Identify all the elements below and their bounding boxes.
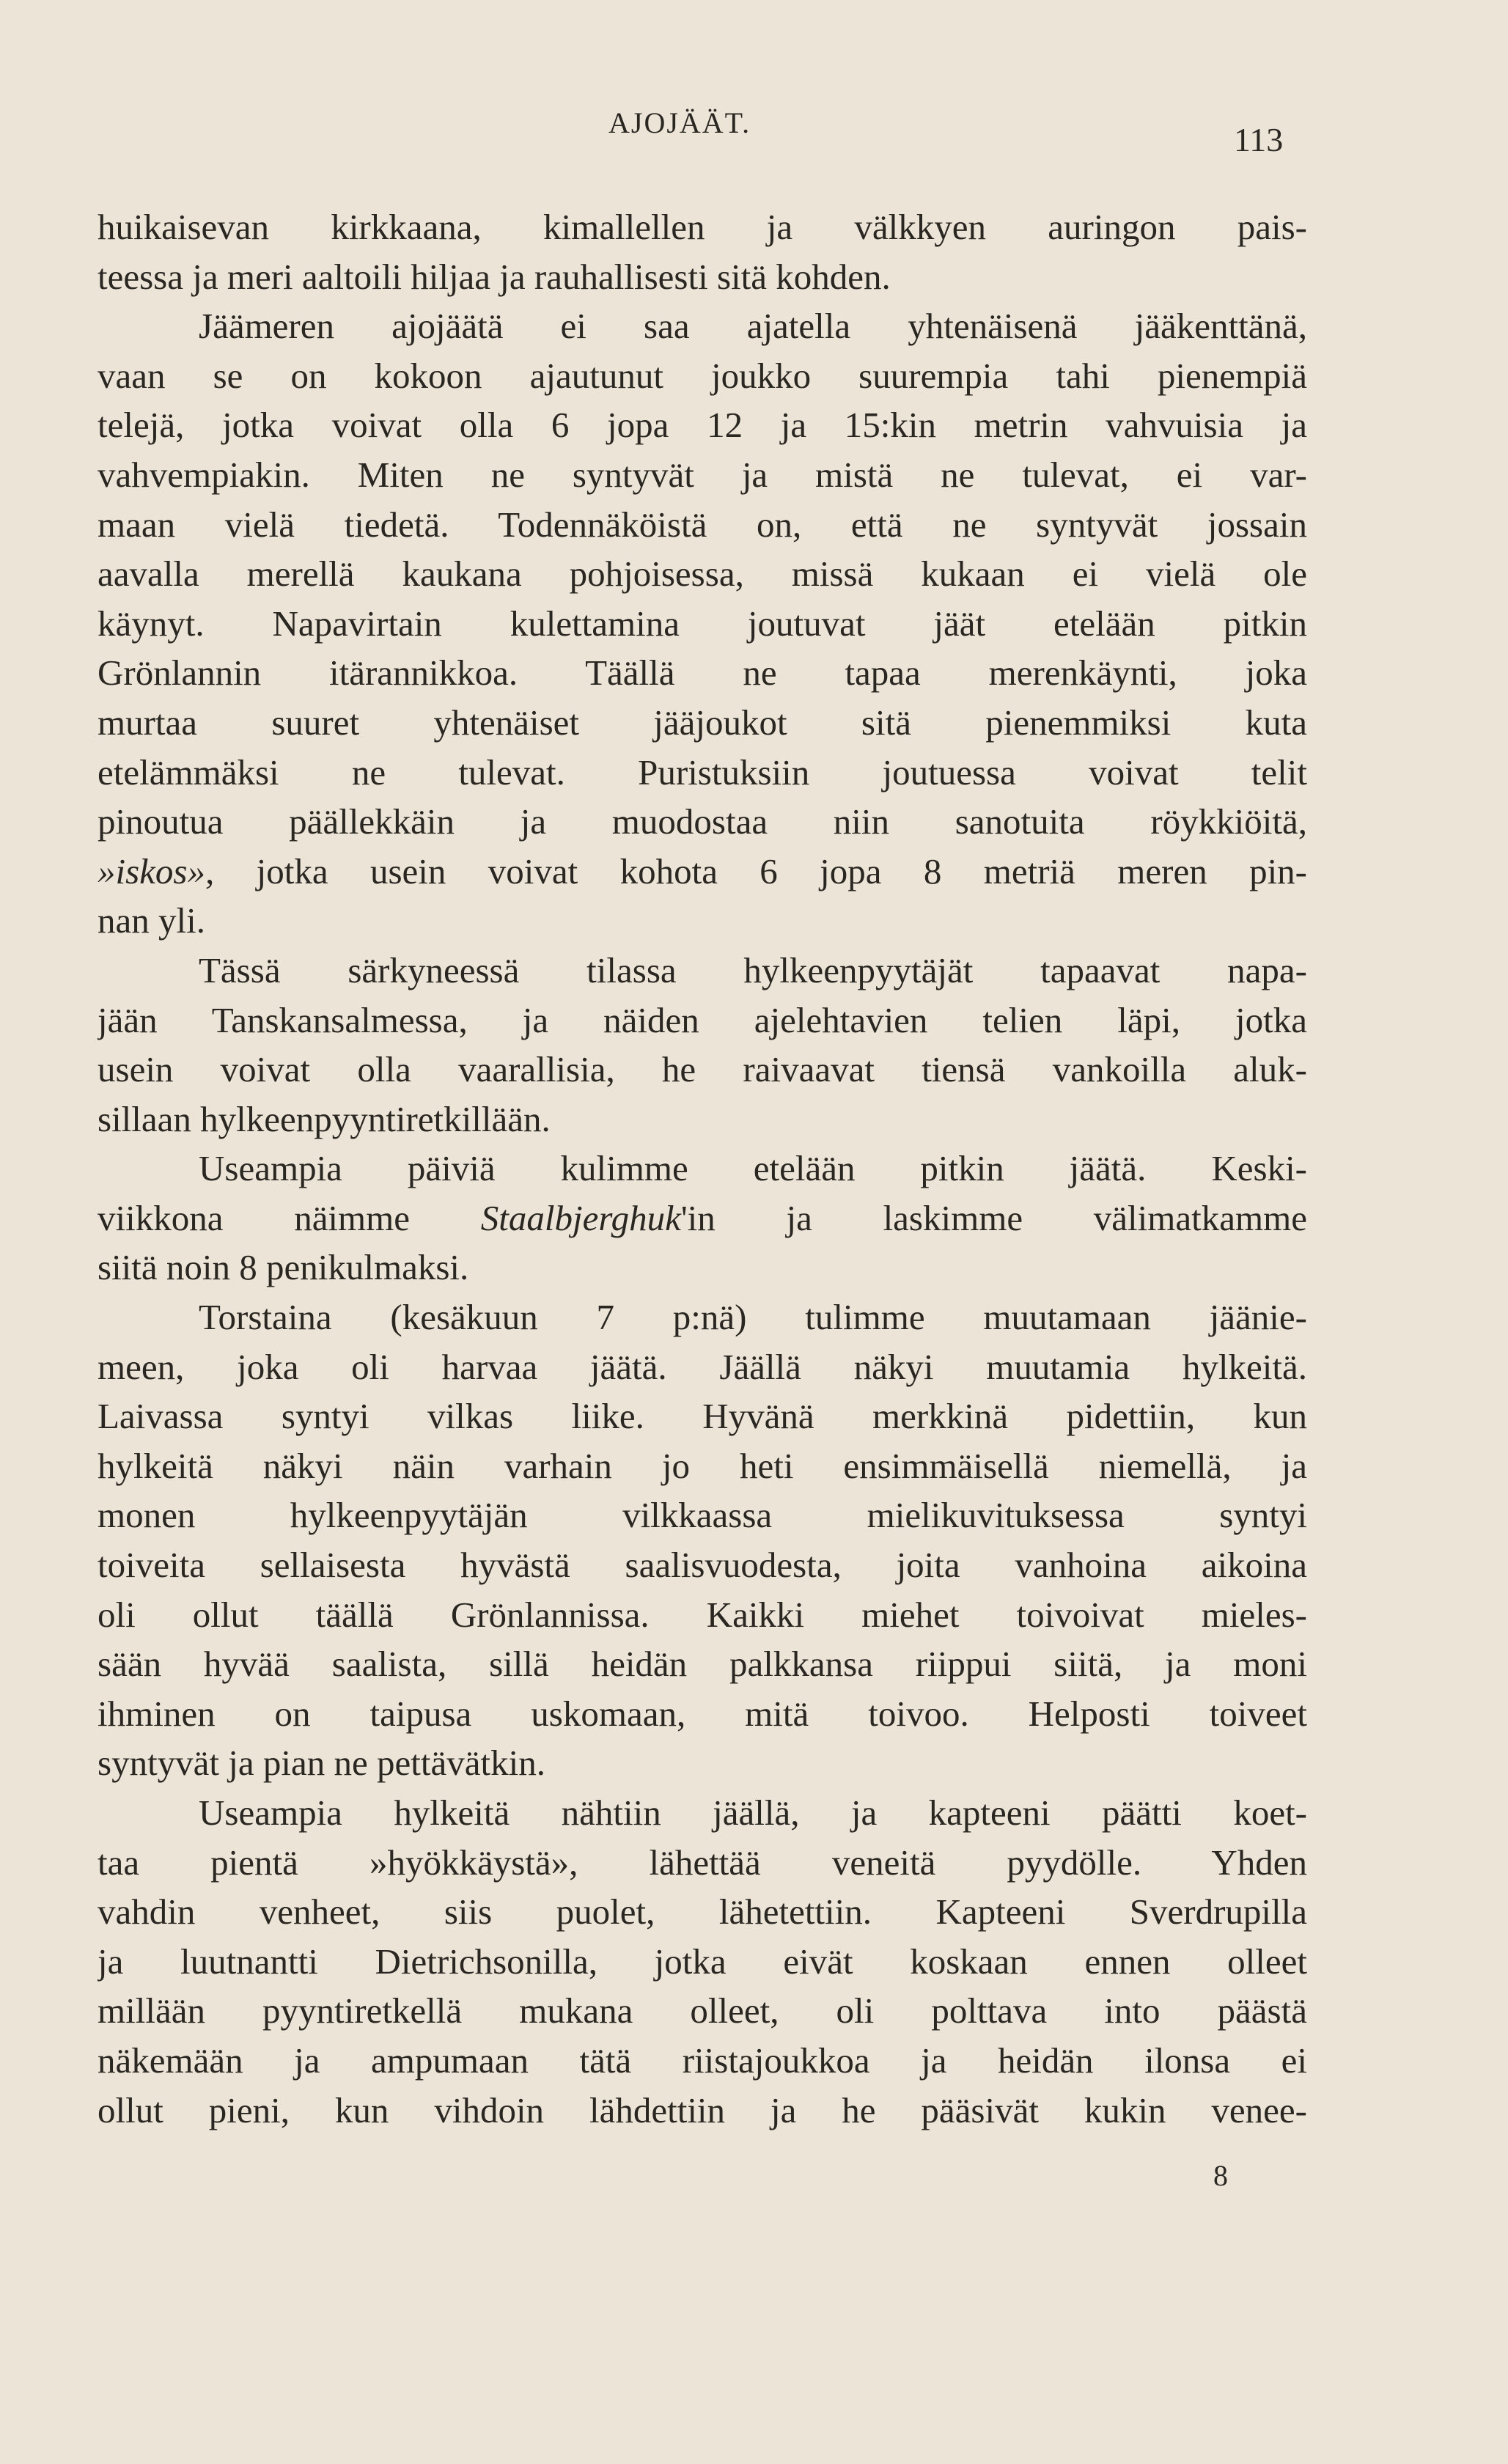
text-line-13: pinoutua päällekkäin ja muodostaa niin sanotuita röykkiöitä, (98, 801, 1307, 842)
text-line-15: nan yli. (98, 900, 205, 941)
text-line-4: vaan se on kokoon ajautunut joukko suurempia tahi pienempiä (98, 355, 1307, 396)
text-line-8: aavalla merellä kaukana pohjoisessa, missä kukaan ei vielä ole (98, 554, 1307, 595)
text-line-34: taa pientä »hyökkäystä», lähettää veneitä pyydölle. Yhden (98, 1842, 1307, 1883)
text-line-24: meen, joka oli harvaa jäätä. Jäällä näkyi muutamia hylkeitä. (98, 1346, 1307, 1387)
italic-word-iskos: »iskos», (98, 850, 215, 891)
text-line-29: oli ollut täällä Grönlannissa. Kaikki miehet toivoivat mieles- (98, 1594, 1307, 1635)
text-line-1: huikaisevan kirkkaana, kimallellen ja välkkyen auringon pais- (98, 207, 1307, 247)
running-title: AJOJÄÄT. (608, 106, 751, 139)
text-line-28: toiveita sellaisesta hyvästä saalisvuodesta, joita vanhoina aikoina (98, 1545, 1307, 1586)
text-line-14 (98, 847, 1307, 897)
text-line-3: Jäämeren ajojäätä ei saa ajatella yhtenäisenä jääkenttänä, (199, 306, 1307, 347)
text-line-39: ollut pieni, kun vihdoin lähdettiin ja he pääsivät kukin venee- (98, 2089, 1307, 2130)
text-line-5: telejä, jotka voivat olla 6 jopa 12 ja 15:kin metrin vahvuisia ja (98, 405, 1307, 446)
text-line-17: jään Tanskansalmessa, ja näiden ajelehtavien telien läpi, jotka (98, 999, 1307, 1040)
body-text (98, 202, 1307, 2135)
text-line-38: näkemään ja ampumaan tätä riistajoukkoa ja heidän ilonsa ei (98, 2040, 1307, 2081)
text-line-36: ja luutnantti Dietrichsonilla, jotka eivät koskaan ennen olleet (98, 1941, 1307, 1982)
text-line-12: etelämmäksi ne tulevat. Puristuksiin joutuessa voivat telit (98, 751, 1307, 792)
text-line-21 (98, 1194, 1307, 1243)
text-line-21-before: viikkona näimme (98, 1197, 481, 1238)
text-line-32: syntyvät ja pian ne pettävätkin. (98, 1743, 545, 1784)
text-line-37: millään pyyntiretkellä mukana olleet, oli polttava into päästä (98, 1990, 1307, 2031)
text-line-10: Grönlannin itärannikkoa. Täällä ne tapaa merenkäynti, joka (98, 652, 1307, 694)
text-line-9: käynyt. Napavirtain kulettamina joutuvat jäät etelään pitkin (98, 603, 1307, 644)
text-line-21-after: 'in ja laskimme välimatkamme (680, 1197, 1307, 1238)
text-line-26: hylkeitä näkyi näin varhain jo heti ensimmäisellä niemellä, ja (98, 1445, 1307, 1486)
signature-mark: 8 (1213, 2159, 1228, 2192)
text-line-11: murtaa suuret yhtenäiset jääjoukot sitä pienemmiksi kuta (98, 702, 1307, 743)
text-line-14-rest: jotka usein voivat kohota 6 jopa 8 metriä meren pin- (214, 850, 1307, 891)
text-line-31: ihminen on taipusa uskomaan, mitä toivoo. Helposti toiveet (98, 1693, 1307, 1734)
page-number: 113 (1234, 121, 1284, 158)
text-line-30: sään hyvää saalista, sillä heidän palkkansa riippui siitä, ja moni (98, 1644, 1307, 1685)
text-line-27: monen hylkeenpyytäjän vilkkaassa mielikuvituksessa syntyi (98, 1495, 1307, 1536)
text-line-7: maan vielä tiedetä. Todennäköistä on, että ne syntyvät jossain (98, 504, 1307, 545)
text-line-25: Laivassa syntyi vilkas liike. Hyvänä merkkinä pidettiin, kun (98, 1396, 1307, 1437)
text-line-6: vahvempiakin. Miten ne syntyvät ja mistä ne tulevat, ei var- (98, 454, 1307, 495)
text-line-16: Tässä särkyneessä tilassa hylkeenpyytäjät tapaavat napa- (199, 949, 1307, 990)
text-line-19: sillaan hylkeenpyyntiretkillään. (98, 1098, 551, 1139)
text-line-22: siitä noin 8 penikulmaksi. (98, 1247, 469, 1288)
italic-place-name: Staalbjerghuk (480, 1197, 681, 1238)
text-line-23: Torstaina (kesäkuun 7 p:nä) tulimme muutamaan jäänie- (199, 1297, 1307, 1338)
text-line-18: usein voivat olla vaarallisia, he raivaavat tiensä vankoilla aluk- (98, 1049, 1307, 1090)
text-line-20: Useampia päiviä kulimme etelään pitkin jäätä. Keski- (199, 1148, 1307, 1189)
text-line-2: teessa ja meri aaltoili hiljaa ja rauhallisesti sitä kohden. (98, 256, 891, 297)
running-header (0, 60, 1508, 158)
text-line-35: vahdin venheet, siis puolet, lähetettiin. Kapteeni Sverdrupilla (98, 1891, 1307, 1932)
text-line-33: Useampia hylkeitä nähtiin jäällä, ja kapteeni päätti koet- (199, 1792, 1307, 1833)
